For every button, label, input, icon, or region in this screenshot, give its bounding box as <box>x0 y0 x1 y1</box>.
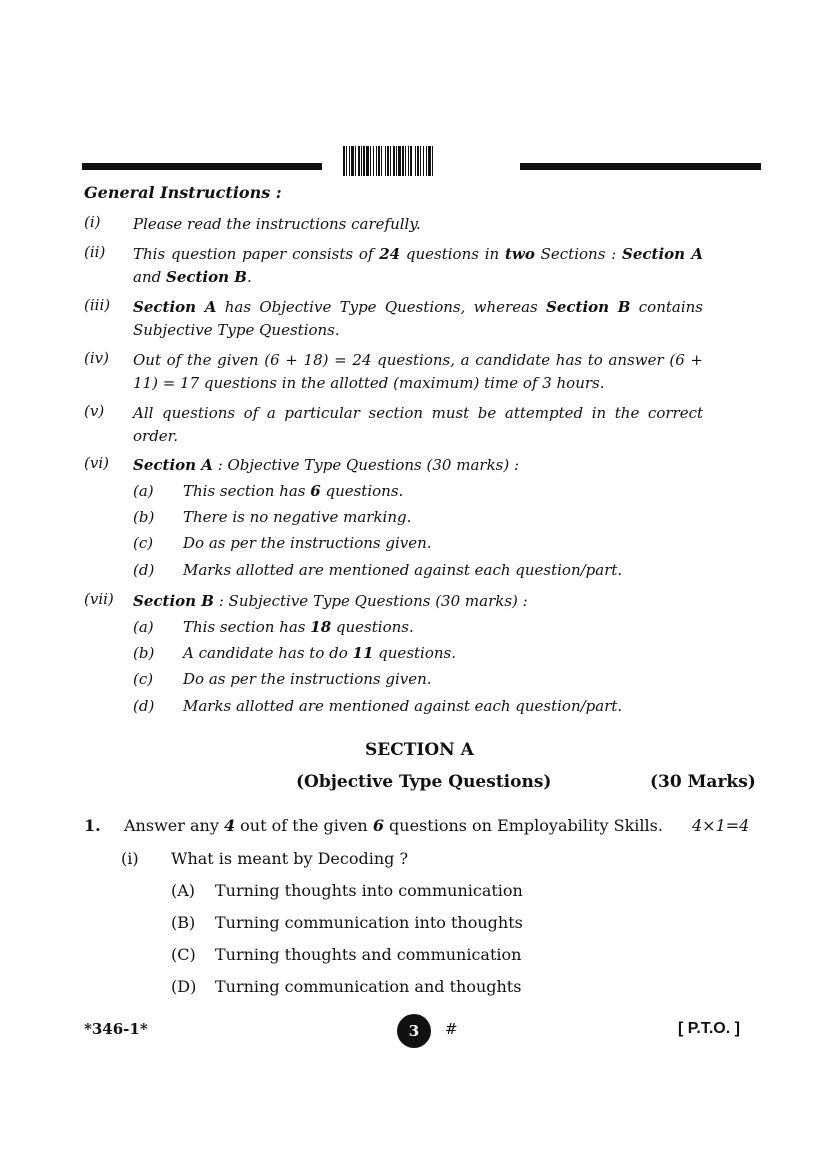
header-rule-left <box>82 163 322 170</box>
text-run: Out of the given (6 + 18) = 24 questions, a candidate has to answer (6 + 11) = 17 questions in the allotted (maximum) time of 3 hours. <box>133 351 703 392</box>
instruction-text <box>133 296 703 342</box>
instruction-text <box>133 213 703 236</box>
page-number: 3 <box>397 1014 431 1048</box>
barcode-bar <box>366 146 369 176</box>
barcode-bar <box>343 146 345 176</box>
text-run: . <box>246 268 252 286</box>
bold-text: 6 <box>310 482 321 500</box>
pto-label: [ P.T.O. ] <box>678 1020 740 1037</box>
sub-point-text <box>183 697 622 715</box>
text-run: A candidate has to do <box>183 644 353 662</box>
question-text-post: questions on Employability Skills. <box>383 816 663 835</box>
bold-text: Section A <box>133 298 217 316</box>
text-run: Do as per the instructions given. <box>183 670 432 688</box>
barcode-bar <box>417 146 419 176</box>
barcode-bar <box>373 146 374 176</box>
sub-point-text <box>183 561 622 579</box>
barcode-bar <box>398 146 401 176</box>
text-run: This section has <box>183 482 311 500</box>
option-text: Turning communication and thoughts <box>215 977 522 996</box>
instruction-number: (ii) <box>84 243 106 261</box>
barcode-bar <box>346 146 347 176</box>
barcode-bar <box>426 146 427 176</box>
barcode-icon <box>343 146 493 176</box>
sub-point-label: (a) <box>133 618 154 636</box>
text-run: and <box>133 268 166 286</box>
barcode-bar <box>363 146 365 176</box>
instruction-number: (v) <box>84 402 105 420</box>
bold-text: 11 <box>352 644 374 662</box>
question-text-pre: Answer any <box>124 816 224 835</box>
sub-point-text <box>183 670 432 688</box>
question-text-mid: out of the given <box>235 816 373 835</box>
instruction-number: (i) <box>84 213 101 231</box>
question-number: 1. <box>84 816 101 835</box>
barcode-bar <box>376 146 377 176</box>
text-run: contains Subjective Type Questions. <box>133 298 703 339</box>
option-label: (D) <box>171 977 197 996</box>
barcode-bar <box>390 146 391 176</box>
option-label: (B) <box>171 913 196 932</box>
sub-point-text <box>183 534 432 552</box>
barcode-bar <box>396 146 397 176</box>
question-text <box>124 816 663 835</box>
barcode-bar <box>415 146 416 176</box>
barcode-bar <box>349 146 350 176</box>
question-total: 6 <box>372 816 384 835</box>
barcode-bar <box>420 146 421 176</box>
sub-point-label: (c) <box>133 670 154 688</box>
text-run: Marks allotted are mentioned against each question/part. <box>183 561 623 579</box>
instruction-number: (iv) <box>84 349 109 367</box>
instruction-text <box>133 243 703 289</box>
sub-point-label: (d) <box>133 697 155 715</box>
section-subtitle: (Objective Type Questions) <box>296 772 552 792</box>
bold-text: Section B <box>165 268 247 286</box>
barcode-bar <box>428 146 431 176</box>
option-text: Turning thoughts and communication <box>215 945 522 964</box>
barcode-bar <box>358 146 360 176</box>
bold-text: 24 <box>379 245 401 263</box>
barcode-bar <box>370 146 371 176</box>
barcode-bar <box>355 146 356 176</box>
instruction-text <box>133 454 703 477</box>
text-run: This question paper consists of <box>133 245 380 263</box>
text-run: questions. <box>320 482 404 500</box>
sub-point-label: (c) <box>133 534 154 552</box>
instruction-text <box>133 402 703 448</box>
bold-text: Section A <box>622 245 703 263</box>
instruction-number: (iii) <box>84 296 111 314</box>
text-run: There is no negative marking. <box>183 508 412 526</box>
sub-point-label: (b) <box>133 644 155 662</box>
barcode-bar <box>405 146 406 176</box>
option-label: (A) <box>171 881 196 900</box>
barcode-bar <box>402 146 404 176</box>
instruction-text <box>133 349 703 395</box>
barcode-bar <box>381 146 382 176</box>
barcode-bar <box>387 146 389 176</box>
text-run: Please read the instructions carefully. <box>133 215 421 233</box>
sub-point-text <box>183 644 456 662</box>
barcode-bar <box>393 146 395 176</box>
text-run: : Objective Type Questions (30 marks) : <box>212 456 520 474</box>
bold-text: Section B <box>133 592 214 610</box>
option-label: (C) <box>171 945 196 964</box>
barcode-bar <box>351 146 354 176</box>
general-instructions-title: General Instructions : <box>84 183 282 202</box>
barcode-bar <box>410 146 412 176</box>
question-marks: 4×1=4 <box>692 816 750 835</box>
text-run: has Objective Type Questions, whereas <box>216 298 547 316</box>
instruction-number: (vi) <box>84 454 109 472</box>
sub-point-text <box>183 508 411 526</box>
question-count: 4 <box>223 816 236 835</box>
text-run: questions. <box>331 618 414 636</box>
hash-mark: # <box>445 1020 458 1038</box>
barcode-bar <box>385 146 386 176</box>
text-run: : Subjective Type Questions (30 marks) : <box>213 592 528 610</box>
bold-text: Section B <box>546 298 631 316</box>
instruction-number: (vii) <box>84 590 114 608</box>
text-run: This section has <box>183 618 311 636</box>
barcode-bar <box>408 146 409 176</box>
text-run: Do as per the instructions given. <box>183 534 432 552</box>
instruction-text <box>133 590 703 613</box>
text-run: All questions of a particular section must be attempted in the correct order. <box>133 404 703 445</box>
sub-question-number: (i) <box>121 849 139 868</box>
barcode-bar <box>378 146 380 176</box>
section-title: SECTION A <box>365 740 474 760</box>
header-rule-right <box>520 163 761 170</box>
sub-point-text <box>183 482 403 500</box>
barcode-bar <box>432 146 433 176</box>
option-text: Turning thoughts into communication <box>215 881 523 900</box>
text-run: questions in <box>400 245 505 263</box>
section-marks: (30 Marks) <box>650 772 756 792</box>
bold-text: Section A <box>133 456 213 474</box>
barcode-bar <box>361 146 362 176</box>
option-text: Turning communication into thoughts <box>215 913 523 932</box>
bold-text: 18 <box>310 618 332 636</box>
sub-question-text: What is meant by Decoding ? <box>171 849 409 868</box>
sub-point-label: (a) <box>133 482 154 500</box>
text-run: Marks allotted are mentioned against each question/part. <box>183 697 623 715</box>
sub-point-label: (d) <box>133 561 155 579</box>
text-run: questions. <box>373 644 456 662</box>
text-run: Sections : <box>534 245 623 263</box>
sub-point-label: (b) <box>133 508 155 526</box>
sub-point-text <box>183 618 414 636</box>
paper-code: *346-1* <box>84 1020 148 1038</box>
bold-text: two <box>504 245 535 263</box>
barcode-bar <box>423 146 424 176</box>
